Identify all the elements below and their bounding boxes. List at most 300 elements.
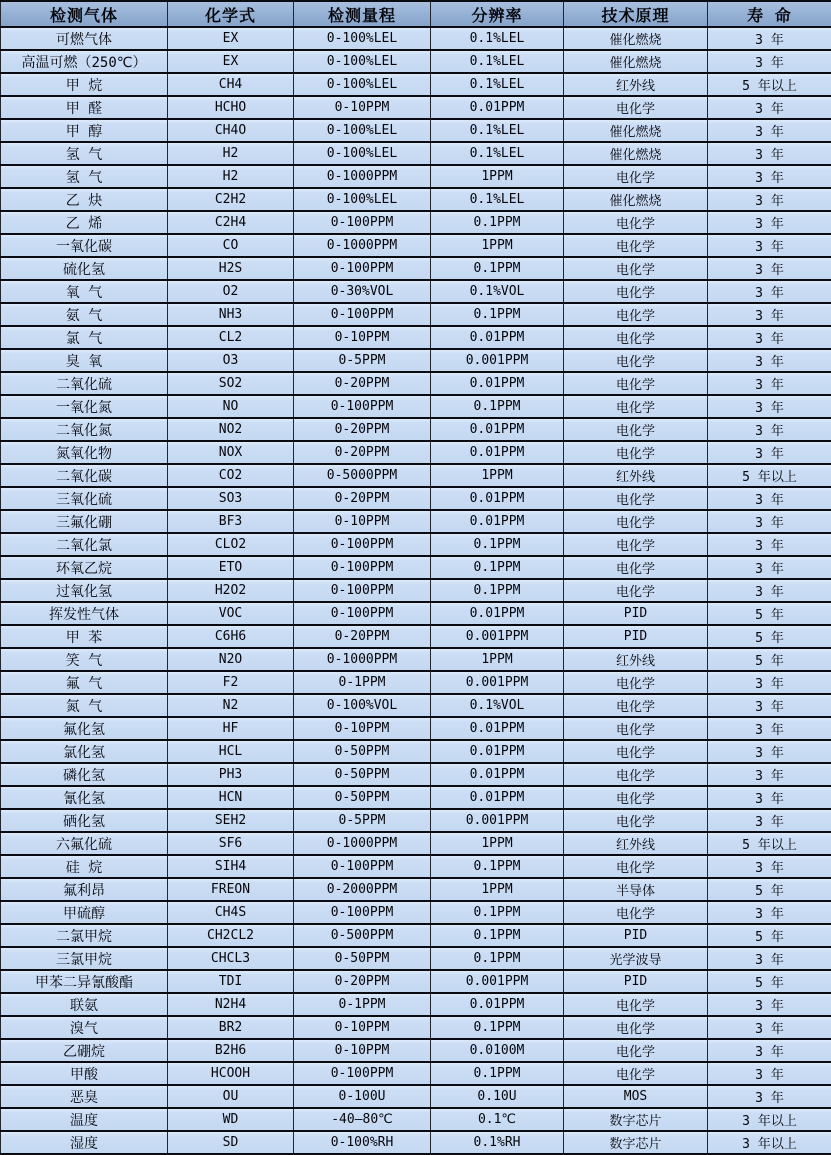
detection-range-cell: 0-10PPM — [294, 326, 431, 349]
resolution-cell: 0.01PPM — [431, 326, 564, 349]
lifespan-cell: 5 年 — [708, 648, 831, 671]
lifespan-cell: 5 年 — [708, 625, 831, 648]
lifespan-cell: 3 年 — [708, 901, 831, 924]
header-chemical-formula: 化学式 — [168, 1, 294, 27]
lifespan-cell: 3 年 — [708, 1016, 831, 1039]
gas-name-cell: 甲硫醇 — [1, 901, 168, 924]
detection-range-cell: 0-100%LEL — [294, 73, 431, 96]
gas-name-cell: 硅 烷 — [1, 855, 168, 878]
header-lifespan: 寿 命 — [708, 1, 831, 27]
gas-name-cell: 甲 苯 — [1, 625, 168, 648]
table-row — [1, 487, 831, 510]
resolution-cell: 0.1PPM — [431, 901, 564, 924]
detection-range-cell: 0-10PPM — [294, 96, 431, 119]
table-row — [1, 372, 831, 395]
gas-name-cell: 恶臭 — [1, 1085, 168, 1108]
resolution-cell: 0.001PPM — [431, 970, 564, 993]
chemical-formula-cell: NO — [168, 395, 294, 418]
chemical-formula-cell: SO2 — [168, 372, 294, 395]
lifespan-cell: 3 年 — [708, 556, 831, 579]
chemical-formula-cell: H2O2 — [168, 579, 294, 602]
gas-name-cell: 环氧乙烷 — [1, 556, 168, 579]
detection-range-cell: 0-100PPM — [294, 257, 431, 280]
resolution-cell: 1PPM — [431, 234, 564, 257]
gas-name-cell: 笑 气 — [1, 648, 168, 671]
lifespan-cell: 3 年 — [708, 717, 831, 740]
resolution-cell: 0.01PPM — [431, 740, 564, 763]
gas-name-cell: 二氯甲烷 — [1, 924, 168, 947]
table-row — [1, 625, 831, 648]
resolution-cell: 0.1PPM — [431, 924, 564, 947]
lifespan-cell: 5 年 — [708, 878, 831, 901]
detection-range-cell: 0-50PPM — [294, 763, 431, 786]
lifespan-cell: 3 年 — [708, 395, 831, 418]
resolution-cell: 0.1℃ — [431, 1108, 564, 1131]
technology-principle-cell: PID — [564, 970, 708, 993]
chemical-formula-cell: N2O — [168, 648, 294, 671]
technology-principle-cell: 催化燃烧 — [564, 50, 708, 73]
resolution-cell: 0.1PPM — [431, 855, 564, 878]
gas-name-cell: 氮 气 — [1, 694, 168, 717]
chemical-formula-cell: NOX — [168, 441, 294, 464]
lifespan-cell: 3 年以上 — [708, 1131, 831, 1154]
gas-name-cell: 乙 烯 — [1, 211, 168, 234]
gas-name-cell: 氢 气 — [1, 142, 168, 165]
table-row — [1, 510, 831, 533]
technology-principle-cell: 电化学 — [564, 694, 708, 717]
resolution-cell: 0.01PPM — [431, 602, 564, 625]
lifespan-cell: 3 年 — [708, 855, 831, 878]
chemical-formula-cell: H2 — [168, 142, 294, 165]
detection-range-cell: 0-100%LEL — [294, 142, 431, 165]
chemical-formula-cell: C6H6 — [168, 625, 294, 648]
resolution-cell: 1PPM — [431, 165, 564, 188]
chemical-formula-cell: VOC — [168, 602, 294, 625]
detection-range-cell: 0-100%LEL — [294, 50, 431, 73]
lifespan-cell: 3 年 — [708, 50, 831, 73]
chemical-formula-cell: CO2 — [168, 464, 294, 487]
lifespan-cell: 3 年 — [708, 188, 831, 211]
technology-principle-cell: 电化学 — [564, 418, 708, 441]
technology-principle-cell: 电化学 — [564, 441, 708, 464]
detection-range-cell: 0-1000PPM — [294, 832, 431, 855]
technology-principle-cell: 电化学 — [564, 855, 708, 878]
resolution-cell: 1PPM — [431, 878, 564, 901]
resolution-cell: 0.1PPM — [431, 533, 564, 556]
technology-principle-cell: 电化学 — [564, 740, 708, 763]
lifespan-cell: 3 年 — [708, 372, 831, 395]
detection-range-cell: 0-1000PPM — [294, 648, 431, 671]
lifespan-cell: 3 年以上 — [708, 1108, 831, 1131]
table-row — [1, 533, 831, 556]
resolution-cell: 0.001PPM — [431, 809, 564, 832]
chemical-formula-cell: CO — [168, 234, 294, 257]
detection-range-cell: 0-100PPM — [294, 855, 431, 878]
technology-principle-cell: 电化学 — [564, 349, 708, 372]
gas-name-cell: 二氧化碳 — [1, 464, 168, 487]
table-row — [1, 326, 831, 349]
technology-principle-cell: PID — [564, 625, 708, 648]
gas-name-cell: 三氯甲烷 — [1, 947, 168, 970]
gas-name-cell: 甲 烷 — [1, 73, 168, 96]
detection-range-cell: 0-100%LEL — [294, 119, 431, 142]
gas-name-cell: 氯化氢 — [1, 740, 168, 763]
lifespan-cell: 5 年 — [708, 602, 831, 625]
header-detection-range: 检测量程 — [294, 1, 431, 27]
lifespan-cell: 3 年 — [708, 786, 831, 809]
chemical-formula-cell: F2 — [168, 671, 294, 694]
gas-name-cell: 氯 气 — [1, 326, 168, 349]
technology-principle-cell: 电化学 — [564, 579, 708, 602]
technology-principle-cell: 电化学 — [564, 993, 708, 1016]
chemical-formula-cell: HF — [168, 717, 294, 740]
technology-principle-cell: 电化学 — [564, 326, 708, 349]
resolution-cell: 0.1%LEL — [431, 142, 564, 165]
lifespan-cell: 5 年以上 — [708, 73, 831, 96]
table-row — [1, 464, 831, 487]
detection-range-cell: 0-10PPM — [294, 1016, 431, 1039]
lifespan-cell: 3 年 — [708, 326, 831, 349]
table-row — [1, 901, 831, 924]
table-row — [1, 441, 831, 464]
chemical-formula-cell: N2 — [168, 694, 294, 717]
lifespan-cell: 3 年 — [708, 1085, 831, 1108]
lifespan-cell: 3 年 — [708, 763, 831, 786]
technology-principle-cell: 电化学 — [564, 96, 708, 119]
resolution-cell: 0.1PPM — [431, 395, 564, 418]
chemical-formula-cell: PH3 — [168, 763, 294, 786]
technology-principle-cell: 电化学 — [564, 533, 708, 556]
table-row — [1, 947, 831, 970]
detection-range-cell: 0-100U — [294, 1085, 431, 1108]
resolution-cell: 0.1%LEL — [431, 50, 564, 73]
gas-name-cell: 硒化氢 — [1, 809, 168, 832]
chemical-formula-cell: CH4S — [168, 901, 294, 924]
gas-name-cell: 乙硼烷 — [1, 1039, 168, 1062]
gas-name-cell: 三氟化硼 — [1, 510, 168, 533]
chemical-formula-cell: HCHO — [168, 96, 294, 119]
gas-name-cell: 氢 气 — [1, 165, 168, 188]
detection-range-cell: 0-50PPM — [294, 947, 431, 970]
detection-range-cell: 0-20PPM — [294, 372, 431, 395]
table-row — [1, 1108, 831, 1131]
lifespan-cell: 3 年 — [708, 671, 831, 694]
table-row — [1, 119, 831, 142]
gas-name-cell: 氟化氢 — [1, 717, 168, 740]
gas-name-cell: 二氧化氮 — [1, 418, 168, 441]
detection-range-cell: 0-10PPM — [294, 510, 431, 533]
detection-range-cell: 0-5000PPM — [294, 464, 431, 487]
gas-name-cell: 联氨 — [1, 993, 168, 1016]
gas-name-cell: 磷化氢 — [1, 763, 168, 786]
resolution-cell: 0.01PPM — [431, 993, 564, 1016]
detection-range-cell: 0-1000PPM — [294, 165, 431, 188]
chemical-formula-cell: CL2 — [168, 326, 294, 349]
detection-range-cell: 0-2000PPM — [294, 878, 431, 901]
table-row — [1, 142, 831, 165]
table-row — [1, 1085, 831, 1108]
gas-name-cell: 甲酸 — [1, 1062, 168, 1085]
lifespan-cell: 3 年 — [708, 27, 831, 50]
technology-principle-cell: 催化燃烧 — [564, 142, 708, 165]
detection-range-cell: 0-10PPM — [294, 717, 431, 740]
gas-name-cell: 二氧化氯 — [1, 533, 168, 556]
lifespan-cell: 3 年 — [708, 280, 831, 303]
technology-principle-cell: 红外线 — [564, 464, 708, 487]
gas-name-cell: 氰化氢 — [1, 786, 168, 809]
resolution-cell: 0.1%LEL — [431, 73, 564, 96]
chemical-formula-cell: OU — [168, 1085, 294, 1108]
technology-principle-cell: 电化学 — [564, 556, 708, 579]
detection-range-cell: -40—80℃ — [294, 1108, 431, 1131]
resolution-cell: 0.10U — [431, 1085, 564, 1108]
gas-name-cell: 氟 气 — [1, 671, 168, 694]
chemical-formula-cell: WD — [168, 1108, 294, 1131]
table-row — [1, 993, 831, 1016]
gas-name-cell: 氟利昂 — [1, 878, 168, 901]
technology-principle-cell: 电化学 — [564, 280, 708, 303]
chemical-formula-cell: N2H4 — [168, 993, 294, 1016]
gas-name-cell: 过氧化氢 — [1, 579, 168, 602]
table-body — [1, 27, 831, 1154]
technology-principle-cell: 光学波导 — [564, 947, 708, 970]
header-technology-principle: 技术原理 — [564, 1, 708, 27]
header-gas-name: 检测气体 — [1, 1, 168, 27]
table-header — [1, 1, 831, 27]
table-row — [1, 1062, 831, 1085]
technology-principle-cell: 催化燃烧 — [564, 188, 708, 211]
technology-principle-cell: 电化学 — [564, 165, 708, 188]
table-row — [1, 418, 831, 441]
lifespan-cell: 3 年 — [708, 947, 831, 970]
resolution-cell: 0.01PPM — [431, 510, 564, 533]
table-row — [1, 280, 831, 303]
detection-range-cell: 0-30%VOL — [294, 280, 431, 303]
lifespan-cell: 3 年 — [708, 510, 831, 533]
detection-range-cell: 0-20PPM — [294, 625, 431, 648]
resolution-cell: 0.01PPM — [431, 717, 564, 740]
resolution-cell: 0.1%LEL — [431, 27, 564, 50]
technology-principle-cell: 半导体 — [564, 878, 708, 901]
detection-range-cell: 0-1000PPM — [294, 234, 431, 257]
technology-principle-cell: 电化学 — [564, 901, 708, 924]
detection-range-cell: 0-100PPM — [294, 556, 431, 579]
technology-principle-cell: 电化学 — [564, 487, 708, 510]
table-row — [1, 970, 831, 993]
detection-range-cell: 0-100%LEL — [294, 188, 431, 211]
technology-principle-cell: 电化学 — [564, 763, 708, 786]
lifespan-cell: 3 年 — [708, 1039, 831, 1062]
chemical-formula-cell: SD — [168, 1131, 294, 1154]
lifespan-cell: 5 年 — [708, 924, 831, 947]
gas-name-cell: 可燃气体 — [1, 27, 168, 50]
chemical-formula-cell: H2 — [168, 165, 294, 188]
resolution-cell: 0.1%RH — [431, 1131, 564, 1154]
gas-name-cell: 氨 气 — [1, 303, 168, 326]
chemical-formula-cell: NO2 — [168, 418, 294, 441]
detection-range-cell: 0-100PPM — [294, 533, 431, 556]
lifespan-cell: 3 年 — [708, 257, 831, 280]
detection-range-cell: 0-100PPM — [294, 1062, 431, 1085]
table-row — [1, 694, 831, 717]
gas-name-cell: 一氧化碳 — [1, 234, 168, 257]
chemical-formula-cell: FREON — [168, 878, 294, 901]
lifespan-cell: 3 年 — [708, 694, 831, 717]
technology-principle-cell: 电化学 — [564, 372, 708, 395]
lifespan-cell: 3 年 — [708, 349, 831, 372]
chemical-formula-cell: C2H4 — [168, 211, 294, 234]
detection-range-cell: 0-5PPM — [294, 809, 431, 832]
table-row — [1, 73, 831, 96]
lifespan-cell: 3 年 — [708, 142, 831, 165]
chemical-formula-cell: SO3 — [168, 487, 294, 510]
table-row — [1, 27, 831, 50]
chemical-formula-cell: TDI — [168, 970, 294, 993]
resolution-cell: 0.01PPM — [431, 96, 564, 119]
lifespan-cell: 3 年 — [708, 740, 831, 763]
lifespan-cell: 5 年以上 — [708, 832, 831, 855]
lifespan-cell: 3 年 — [708, 96, 831, 119]
lifespan-cell: 3 年 — [708, 441, 831, 464]
table-row — [1, 50, 831, 73]
chemical-formula-cell: CLO2 — [168, 533, 294, 556]
chemical-formula-cell: SEH2 — [168, 809, 294, 832]
gas-name-cell: 温度 — [1, 1108, 168, 1131]
resolution-cell: 0.01PPM — [431, 372, 564, 395]
table-row — [1, 786, 831, 809]
resolution-cell: 0.01PPM — [431, 487, 564, 510]
gas-name-cell: 氮氧化物 — [1, 441, 168, 464]
table-row — [1, 878, 831, 901]
lifespan-cell: 3 年 — [708, 809, 831, 832]
gas-name-cell: 六氟化硫 — [1, 832, 168, 855]
resolution-cell: 0.01PPM — [431, 763, 564, 786]
table-row — [1, 648, 831, 671]
gas-name-cell: 乙 炔 — [1, 188, 168, 211]
resolution-cell: 0.1PPM — [431, 579, 564, 602]
table-row — [1, 1016, 831, 1039]
detection-range-cell: 0-20PPM — [294, 970, 431, 993]
chemical-formula-cell: H2S — [168, 257, 294, 280]
resolution-cell: 0.1%VOL — [431, 694, 564, 717]
chemical-formula-cell: CH4O — [168, 119, 294, 142]
lifespan-cell: 3 年 — [708, 579, 831, 602]
lifespan-cell: 5 年以上 — [708, 464, 831, 487]
chemical-formula-cell: B2H6 — [168, 1039, 294, 1062]
resolution-cell: 0.1PPM — [431, 211, 564, 234]
lifespan-cell: 3 年 — [708, 119, 831, 142]
table-row — [1, 165, 831, 188]
detection-range-cell: 0-50PPM — [294, 786, 431, 809]
technology-principle-cell: 数字芯片 — [564, 1108, 708, 1131]
detection-range-cell: 0-100PPM — [294, 395, 431, 418]
chemical-formula-cell: BF3 — [168, 510, 294, 533]
resolution-cell: 0.001PPM — [431, 671, 564, 694]
detection-range-cell: 0-1PPM — [294, 993, 431, 1016]
detection-range-cell: 0-50PPM — [294, 740, 431, 763]
technology-principle-cell: 电化学 — [564, 211, 708, 234]
technology-principle-cell: 电化学 — [564, 395, 708, 418]
header-row — [1, 1, 831, 27]
detection-range-cell: 0-1PPM — [294, 671, 431, 694]
table-row — [1, 556, 831, 579]
table-row — [1, 832, 831, 855]
lifespan-cell: 3 年 — [708, 533, 831, 556]
lifespan-cell: 3 年 — [708, 211, 831, 234]
detection-range-cell: 0-20PPM — [294, 441, 431, 464]
resolution-cell: 0.01PPM — [431, 786, 564, 809]
resolution-cell: 0.1%LEL — [431, 119, 564, 142]
detection-range-cell: 0-500PPM — [294, 924, 431, 947]
technology-principle-cell: 电化学 — [564, 809, 708, 832]
technology-principle-cell: 催化燃烧 — [564, 119, 708, 142]
technology-principle-cell: 红外线 — [564, 73, 708, 96]
chemical-formula-cell: CH2CL2 — [168, 924, 294, 947]
detection-range-cell: 0-100PPM — [294, 303, 431, 326]
technology-principle-cell: PID — [564, 602, 708, 625]
resolution-cell: 1PPM — [431, 464, 564, 487]
gas-name-cell: 甲苯二异氰酸酯 — [1, 970, 168, 993]
header-resolution: 分辨率 — [431, 1, 564, 27]
table-row — [1, 602, 831, 625]
detection-range-cell: 0-100%LEL — [294, 27, 431, 50]
table-row — [1, 1039, 831, 1062]
detection-range-cell: 0-100PPM — [294, 602, 431, 625]
technology-principle-cell: MOS — [564, 1085, 708, 1108]
resolution-cell: 0.1PPM — [431, 1062, 564, 1085]
chemical-formula-cell: C2H2 — [168, 188, 294, 211]
resolution-cell: 1PPM — [431, 648, 564, 671]
resolution-cell: 0.001PPM — [431, 625, 564, 648]
detection-range-cell: 0-100PPM — [294, 211, 431, 234]
technology-principle-cell: 电化学 — [564, 257, 708, 280]
gas-name-cell: 高温可燃（250℃） — [1, 50, 168, 73]
table-row — [1, 349, 831, 372]
table-row — [1, 809, 831, 832]
lifespan-cell: 3 年 — [708, 418, 831, 441]
chemical-formula-cell: SF6 — [168, 832, 294, 855]
resolution-cell: 0.1%LEL — [431, 188, 564, 211]
gas-name-cell: 甲 醛 — [1, 96, 168, 119]
lifespan-cell: 3 年 — [708, 487, 831, 510]
chemical-formula-cell: CH4 — [168, 73, 294, 96]
detection-range-cell: 0-20PPM — [294, 418, 431, 441]
technology-principle-cell: 电化学 — [564, 1039, 708, 1062]
chemical-formula-cell: EX — [168, 27, 294, 50]
detection-range-cell: 0-100%VOL — [294, 694, 431, 717]
gas-name-cell: 臭 氧 — [1, 349, 168, 372]
technology-principle-cell: 数字芯片 — [564, 1131, 708, 1154]
table-row — [1, 924, 831, 947]
resolution-cell: 0.1PPM — [431, 947, 564, 970]
gas-name-cell: 一氧化氮 — [1, 395, 168, 418]
table-row — [1, 579, 831, 602]
technology-principle-cell: 电化学 — [564, 671, 708, 694]
detection-range-cell: 0-20PPM — [294, 487, 431, 510]
detection-range-cell: 0-100PPM — [294, 579, 431, 602]
table-row — [1, 1131, 831, 1154]
resolution-cell: 0.1PPM — [431, 257, 564, 280]
technology-principle-cell: 电化学 — [564, 234, 708, 257]
table-row — [1, 96, 831, 119]
technology-principle-cell: 红外线 — [564, 648, 708, 671]
chemical-formula-cell: HCL — [168, 740, 294, 763]
table-row — [1, 395, 831, 418]
table-row — [1, 234, 831, 257]
resolution-cell: 0.01PPM — [431, 418, 564, 441]
table-row — [1, 303, 831, 326]
gas-name-cell: 二氧化硫 — [1, 372, 168, 395]
